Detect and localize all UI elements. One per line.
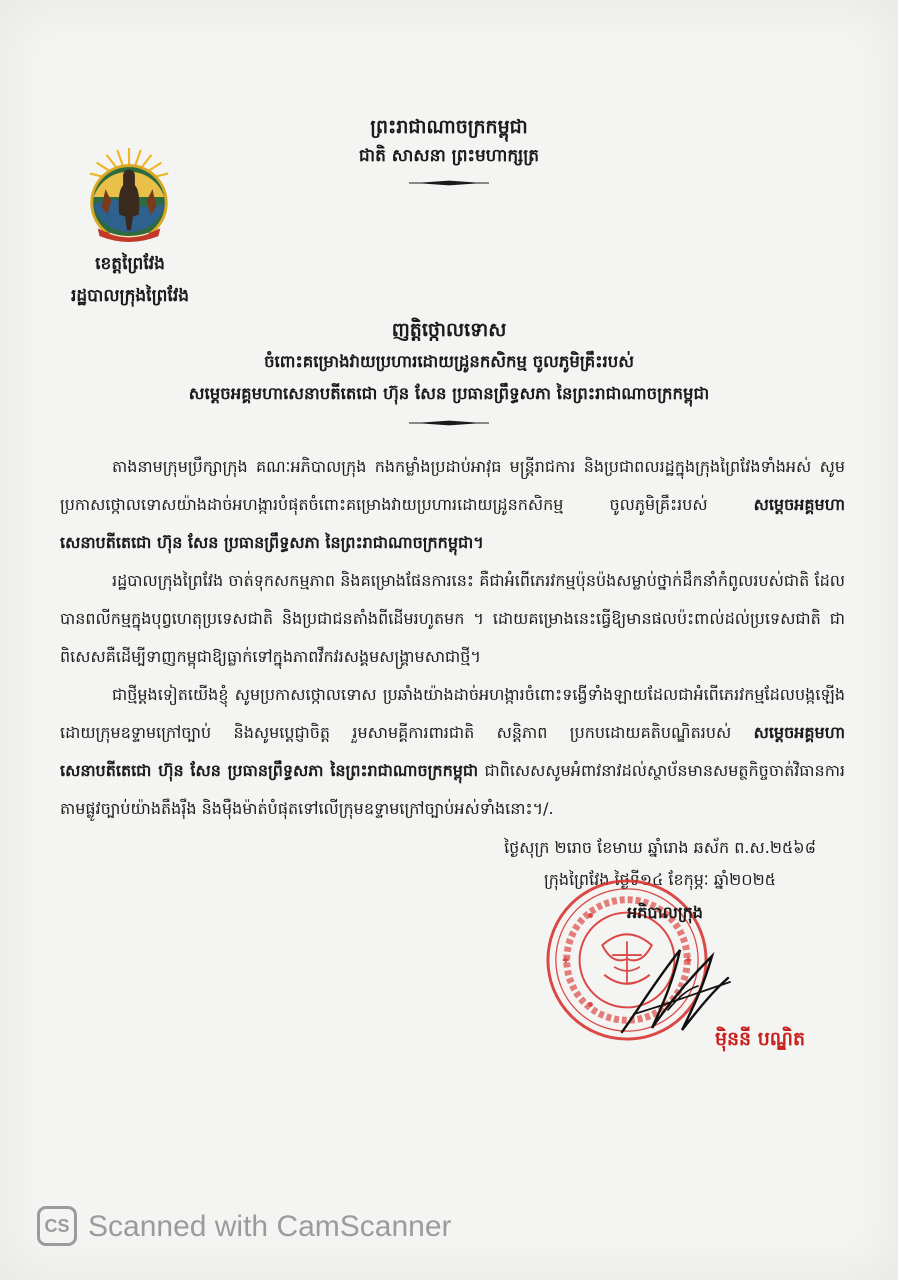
sender-province: ខេត្តព្រៃវែង [95, 254, 165, 274]
paragraph-2-text: រដ្ឋបាលក្រុងព្រៃវែង ចាត់ទុកសកម្មភាព និងគម្រោងផែនការនេះ គឺជាអំពើភេរវកម្មប៉ុនប៉ងសម្លាប់ថ្នាក់ដឹកនាំកំពូលរបស់ជាតិ ដែលបានពលីកម្មក្នុងបុព្វហេតុប្រទេសជាតិ និងប្រជាជនតាំងពីដើមរហូតមក ។ ដោយគម្រោងនេះធ្វើឱ្យមានផលប៉ះពាល់ដល់ប្រទេសជាតិ ជាពិសេសគឺដើម្បីទាញកម្ពុជាឱ្យធ្លាក់ទៅក្នុងភាពវឹកវរសង្គមសង្គ្រាមសាជាថ្មី។ [60, 571, 845, 666]
paragraph-3-after: ជាពិសេសសូមអំពាវនាវដល់ស្ថាប័នមានសមត្ថកិច្ចចាត់វិធានការតាមផ្លូវច្បាប់យ៉ាងតឹងរ៉ឹង និងម៉ឺងម៉ាត់បំផុតទៅលើក្រុមឧទ្ទាមក្រៅច្បាប់អស់ទាំងនោះ។/. [60, 761, 846, 818]
title-line-1: ញត្តិថ្កោលទោស [391, 319, 507, 341]
sender-block [28, 248, 232, 312]
paragraph-3-bold: សម្តេចអគ្គមហាសេនាបតីតេជោ ហ៊ុន សែន ប្រធានព្រឹទ្ធសភា នៃព្រះរាជាណាចក្រកម្ពុជា [60, 723, 845, 780]
title-line-2: ចំពោះគម្រោងវាយប្រហារដោយដ្រូនកសិកម្ម ចូលភូមិគ្រឹះរបស់ [264, 352, 634, 371]
national-motto: ជាតិ សាសនា ព្រះមហាក្សត្រ [358, 146, 540, 166]
closing-block [60, 828, 845, 1078]
paragraph-3-before: ជាថ្មីម្តងទៀតយើងខ្ញុំ សូមប្រកាសថ្កោលទោស ប្រឆាំងយ៉ាងដាច់អហង្ការចំពោះទង្វើទាំងឡាយដែលជាអំពើភេរវកម្មដែលបង្កឡើងដោយក្រុមឧទ្ទាមក្រៅច្បាប់ និងសូមប្តេជ្ញាចិត្ត រួមសាមគ្គីការពារជាតិ សន្តិភាព ប្រកបដោយគតិបណ្ឌិតរបស់ [60, 685, 845, 742]
divider-ornament-icon [409, 418, 489, 428]
paragraph-3 [60, 676, 845, 828]
paragraph-1 [60, 448, 845, 562]
paragraph-1-text: តាងនាមក្រុមប្រឹក្សាក្រុង គណៈអភិបាលក្រុង កងកម្លាំងប្រដាប់អាវុធ មន្ត្រីរាជការ និងប្រជាពលរដ្ឋក្នុងក្រុងព្រៃវែងទាំងអស់ សូមប្រកាសថ្កោលទោសយ៉ាងដាច់អហង្ការបំផុតចំពោះគម្រោងវាយប្រហារដោយដ្រូនកសិកម្ម ចូលភូមិគ្រឹះរបស់ [60, 457, 845, 514]
signatory-name: ម៉ិននី បណ្ឌិត [714, 1028, 806, 1050]
lunar-date: ថ្ងៃសុក្រ ២រោច ខែមាឃ ឆ្នាំរោង ឆស័ក ព.ស.២៥៦៨ [504, 838, 816, 857]
camscanner-logo-icon: CS [37, 1206, 77, 1246]
title-line-3: សម្តេចអគ្គមហាសេនាបតីតេជោ ហ៊ុន សែន ប្រធានព្រឹទ្ធសភា នៃព្រះរាជាណាចក្រកម្ពុជា [188, 384, 710, 403]
sender-administration: រដ្ឋបាលក្រុងព្រៃវែង [70, 286, 190, 306]
camscanner-watermark: Scanned with CamScanner [88, 1210, 452, 1243]
kingdom-name: ព្រះរាជាណាចក្រកម្ពុជា [370, 116, 528, 138]
prey-veng-province-emblem-icon [80, 146, 178, 244]
document-body [60, 448, 845, 1078]
paragraph-1-bold: សម្តេចអគ្គមហាសេនាបតីតេជោ ហ៊ុន សែន ប្រធានព្រឹទ្ធសភា នៃព្រះរាជាណាចក្រកម្ពុជា។ [60, 495, 845, 552]
signatory-title: អភិបាលក្រុង [627, 903, 703, 922]
place-date: ក្រុងព្រៃវែង ថ្ងៃទី១៤ ខែកុម្ភៈ ឆ្នាំ២០២៥ [543, 870, 776, 889]
divider-ornament-icon [409, 178, 489, 188]
document-title [20, 314, 878, 428]
paragraph-2 [60, 562, 845, 676]
